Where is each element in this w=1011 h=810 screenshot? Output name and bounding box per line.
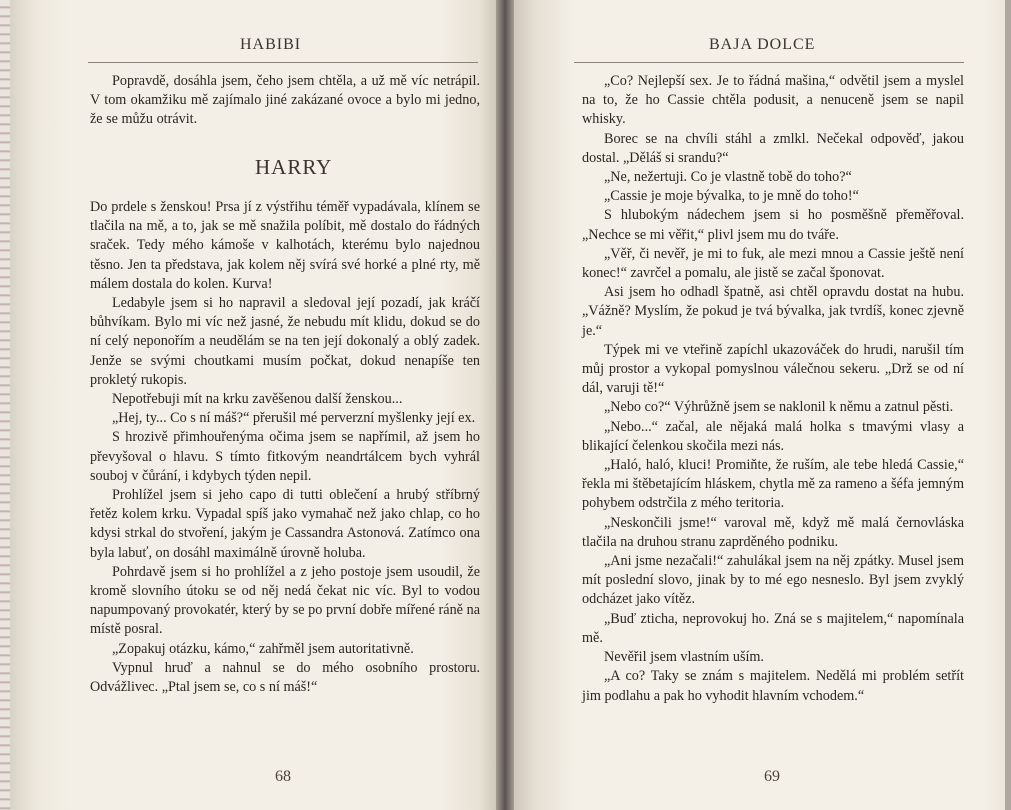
right-paragraph: „Věř, či nevěř, je mi to fuk, ale mezi mnou a Cassie ještě není konec!“ zavrčel a pomalu, ale jistě se začal šponovat. <box>582 245 964 282</box>
book-block-edge-right <box>1005 0 1011 810</box>
left-paragraph: Nepotřebuji mít na krku zavěšenou další ženskou... <box>112 391 403 408</box>
left-body-text <box>90 198 480 697</box>
page-number-left: 68 <box>275 768 291 785</box>
right-paragraph: „Nebo...“ začal, ale nějaká malá holka s tmavými vlasy a blikající čelenkou skočila mezi nás. <box>582 418 964 454</box>
right-paragraph: „Neskončili jsme!“ varoval mě, když mě malá černovláska tlačila na druhou stranu zaprděného podniku. <box>582 514 964 550</box>
right-paragraph: „Haló, haló, kluci! Promiňte, že ruším, ale tebe hledá Cassie,“ řekla mi štěbetajícím hláskem, chytla mě za rameno a šéfa jemným pohybem odstrčila z mého teritoria. <box>582 457 964 512</box>
page-number-right: 69 <box>764 768 780 785</box>
left-paragraph: Pohrdavě jsem si ho prohlížel a z jeho postoje jsem usoudil, že kromě slovního útoku se od něj nedá čekat nic víc. Byl to vodou napumpovaný provokatér, který by se po první dobře mířené ráně na místě posral. <box>90 563 480 638</box>
left-paragraph: S hrozivě přimhouřenýma očima jsem se napřímil, až jsem ho převyšoval o hlavu. S tímto fitkovým neandrtálcem bych vyhrál souboj v čůrání, i kdybych týden nepil. <box>90 429 480 484</box>
left-opening-paragraph: Popravdě, dosáhla jsem, čeho jsem chtěla, a už mě víc netrápil. V tom okamžiku mě zajímalo jiné zakázané ovoce a bylo mi jedno, že se můžu otrávit. <box>90 73 480 128</box>
right-body-text <box>582 72 964 706</box>
left-paragraph: Prohlížel jsem si jeho capo di tutti oblečení a hrubý stříbrný řetěz kolem krku. Vypadal spíš jako vymahač než jako chlap, co ho kdysi strkal do stvoření, jakým je Cassandra Astonová. Zatímco ona byla labuť, on dosáhl maximálně úrovně holuba. <box>90 487 480 561</box>
left-paragraph: Vypnul hruď a nahnul se do mého osobního prostoru. Odvážlivec. „Ptal jsem se, co s ní máš!“ <box>90 659 480 696</box>
right-paragraph: Asi jsem ho odhadl špatně, asi chtěl opravdu dostat na hubu. „Vážně? Myslím, že pokud je tvá bývalka, jak tvrdíš, konec zjevně je.“ <box>582 284 964 339</box>
right-paragraph: Týpek mi ve vteřině zapíchl ukazováček do hrudi, narušil tím můj prostor a vykopal pomyslnou válečnou sekeru. „Drž se od ní dál, varuji tě!“ <box>582 341 964 397</box>
right-paragraph: Borec se na chvíli stáhl a zmlkl. Nečekal odpověď, jakou dostal. „Děláš si srandu?“ <box>582 130 964 166</box>
right-paragraph: „Ne, nežertuji. Co je vlastně tobě do toho?“ <box>604 169 852 186</box>
book-gutter <box>496 0 514 810</box>
running-head-left: HABIBI <box>240 36 302 53</box>
right-paragraph: „Nebo co?“ Výhrůžně jsem se naklonil k němu a zatnul pěsti. <box>604 399 954 416</box>
right-paragraph: Nevěřil jsem vlastním uším. <box>604 649 764 666</box>
left-opening-text <box>90 72 480 130</box>
right-paragraph: „Ani jsme nezačali!“ zahulákal jsem na něj zpátky. Musel jsem mít poslední slovo, jinak by to mé ego nesneslo. Byl jsem zvyklý odcházet jako vítěz. <box>582 553 964 608</box>
header-rule-right <box>574 62 964 63</box>
left-page <box>10 0 496 810</box>
right-paragraph: „Cassie je moje bývalka, to je mně do toho!“ <box>604 188 859 205</box>
right-opening-paragraph: „Co? Nejlepší sex. Je to řádná mašina,“ odvětil jsem a myslel na to, že ho Cassie chtěla podusit, a nenuceně jsem se napil whisky. <box>582 73 964 128</box>
left-paragraph: „Zopakuj otázku, kámo,“ zahřměl jsem autoritativně. <box>112 640 414 657</box>
header-rule-left <box>88 62 478 63</box>
right-paragraph: „Buď zticha, neprovokuj ho. Zná se s majitelem,“ napomínala mě. <box>582 610 964 646</box>
running-head-right: BAJA DOLCE <box>709 36 816 53</box>
right-paragraph: „A co? Taky se znám s majitelem. Nedělá mi problém setřít jim podlahu a pak ho vyhodit hlavním vchodem.“ <box>582 668 964 704</box>
right-page <box>514 0 1011 810</box>
right-paragraph: S hlubokým nádechem jsem si ho posměšně přeměřoval. „Nechce se mi věřit,“ plivl jsem mu do tváře. <box>582 207 964 243</box>
left-paragraph: Do prdele s ženskou! Prsa jí z výstřihu téměř vypadávala, klínem se tlačila na mě, a to, jak se mě snažila políbit, mě dostalo do řádných sraček. Tedy mého kámoše v kalhotách, kterému bylo najednou těsno. Jen ta představa, jak kolem něj svírá své horké a plné rty, mě málem dostala do kolen. Kurva! <box>90 199 480 292</box>
left-paragraph: „Hej, ty... Co s ní máš?“ přerušil mé perverzní myšlenky její ex. <box>112 410 476 427</box>
left-paragraph: Ledabyle jsem si ho napravil a sledoval její pozadí, jak kráčí bůhvíkam. Bylo mi víc než jasné, že nebudu mít klidu, dokud se do ní celý neponořím a neudělám se na ten její dokonalý a oblý zadek. Jenže se svými choutkami musím počkat, dokud nenapíše ten prokletý rukopis. <box>90 295 480 388</box>
chapter-title: HARRY <box>255 155 333 179</box>
